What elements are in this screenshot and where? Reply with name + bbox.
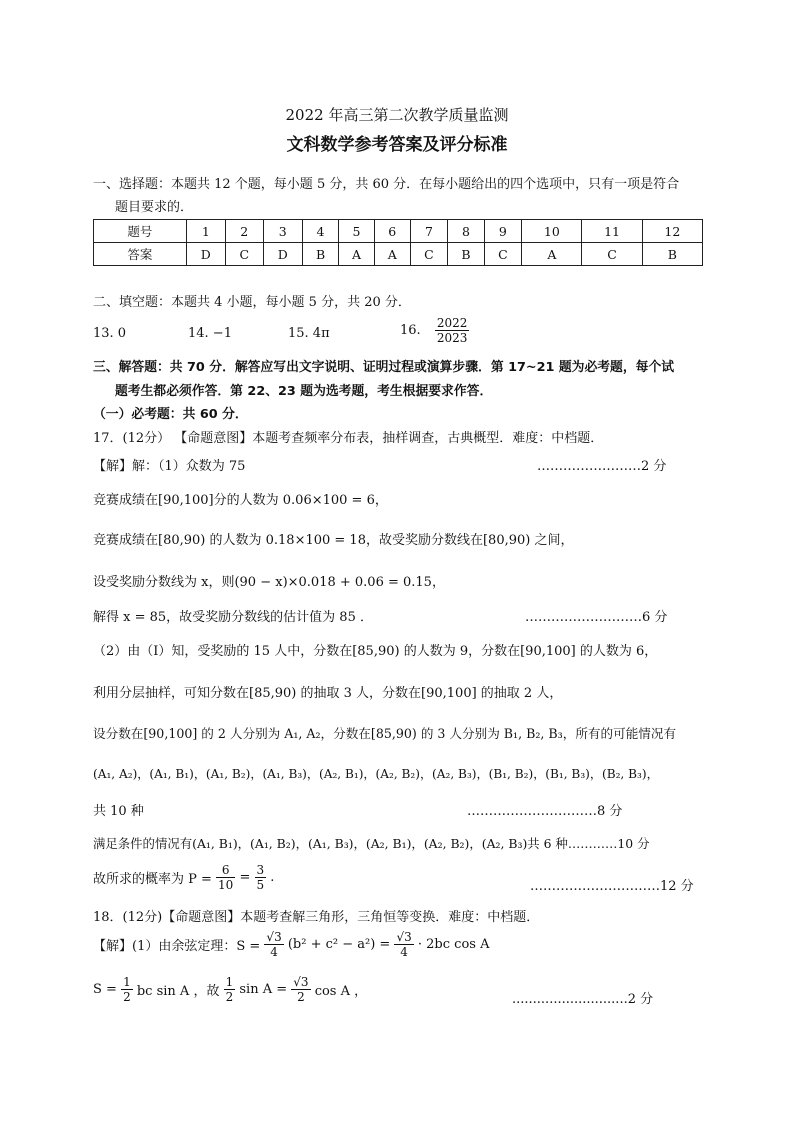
table-cell: 6 bbox=[374, 220, 410, 243]
q18-line2-middle-2: sin A = bbox=[239, 982, 288, 997]
q17-line3: 竞赛成绩在[80,90) 的人数为 0.18×100 = 18，故受奖励分数线在[80,90) 之间， bbox=[93, 533, 574, 548]
q18-line2-prefix: S = bbox=[93, 982, 117, 997]
section-3-line2: 题考生都必须作答．第 22、23 题为选考题，考生根据要求作答． bbox=[115, 384, 493, 399]
answer-table-answer-row bbox=[94, 243, 703, 266]
q17-line5-score: ………………………6 分 bbox=[525, 610, 668, 625]
table-cell: A bbox=[374, 243, 410, 266]
q17-fraction-1 bbox=[216, 863, 235, 892]
q18-line2 bbox=[93, 975, 367, 1004]
q17-probability-prefix: 故所求的概率为 P = bbox=[93, 872, 212, 887]
table-cell: C bbox=[410, 243, 448, 266]
section-2-header: 二、填空题：本题共 4 小题，每小题 5 分，共 20 分． bbox=[93, 295, 411, 310]
fraction-denominator: 2 bbox=[123, 990, 131, 1004]
q17-line10-score: …………………………8 分 bbox=[467, 804, 623, 819]
table-cell: 9 bbox=[484, 220, 522, 243]
fraction-denominator: 10 bbox=[218, 878, 234, 892]
q18-line2-middle: bc sin A ，故 bbox=[136, 984, 220, 999]
section-1-line1: 一、选择题：本题共 12 个题，每小题 5 分，共 60 分．在每小题给出的四个选项中，只有一项是符合 bbox=[93, 177, 680, 192]
table-cell: 7 bbox=[410, 220, 448, 243]
table-cell: 5 bbox=[339, 220, 375, 243]
page-title: 2022 年高三第二次教学质量监测 bbox=[285, 106, 509, 124]
fraction-numerator: √3 bbox=[396, 930, 412, 944]
q17-line11: 满足条件的情况有(A₁, B₁)，(A₁, B₂)，(A₁, B₃)，(A₂, B₁)，(A₂, B₂)，(A₂, B₃)共 6 种…………10 分 bbox=[93, 836, 650, 851]
table-cell: B bbox=[448, 243, 484, 266]
table-cell: 3 bbox=[263, 220, 302, 243]
q17-line6: （2）由（Ⅰ）知，受奖励的 15 人中，分数在[85,90) 的人数为 9，分数在[90,100] 的人数为 6， bbox=[93, 644, 658, 659]
table-cell: C bbox=[582, 243, 642, 266]
table-cell: A bbox=[339, 243, 375, 266]
table-cell: 10 bbox=[522, 220, 582, 243]
fraction-numerator: 2022 bbox=[436, 316, 468, 330]
fraction-denominator: 2 bbox=[225, 990, 234, 1004]
q17-fraction-2 bbox=[255, 863, 267, 892]
page-subtitle: 文科数学参考答案及评分标准 bbox=[286, 135, 508, 155]
q17-line7: 利用分层抽样，可知分数在[85,90) 的抽取 3 人，分数在[90,100] 的抽取 2 人， bbox=[93, 686, 563, 701]
answer-14: 14. −1 bbox=[188, 326, 232, 341]
fraction-denominator: 2 bbox=[297, 990, 305, 1004]
q18-line1 bbox=[93, 930, 489, 959]
answer-table bbox=[93, 219, 703, 266]
fraction-denominator: 4 bbox=[400, 945, 408, 959]
q17-line12 bbox=[93, 863, 274, 892]
q18-header: 18．(12分)【命题意图】本题考查解三角形，三角恒等变换．难度：中档题． bbox=[93, 910, 540, 925]
answer-table-number-row bbox=[94, 220, 703, 243]
fraction-numerator: √3 bbox=[293, 975, 309, 989]
fraction-denominator: 2023 bbox=[436, 331, 468, 345]
table-cell: B bbox=[642, 243, 702, 266]
fraction-denominator: 5 bbox=[256, 878, 265, 892]
table-row-label: 答案 bbox=[94, 243, 187, 266]
q18-line1-prefix: 【解】(1）由余弦定理：S = bbox=[93, 939, 261, 954]
table-cell: 11 bbox=[582, 220, 642, 243]
q18-line1-middle: (b² + c² − a²) = bbox=[287, 937, 391, 952]
answer-16-fraction bbox=[435, 316, 470, 345]
q18-fraction-2 bbox=[394, 930, 413, 959]
q18-fraction-4 bbox=[224, 975, 236, 1004]
fraction-numerator: 1 bbox=[225, 975, 234, 989]
section-1-line2: 题目要求的． bbox=[115, 200, 194, 215]
table-cell: D bbox=[186, 243, 225, 266]
q17-line2: 竞赛成绩在[90,100]分的人数为 0.06×100 = 6， bbox=[93, 493, 388, 508]
table-cell: 1 bbox=[186, 220, 225, 243]
q17-line10: 共 10 种 bbox=[93, 804, 144, 819]
fraction-numerator: 1 bbox=[123, 975, 131, 989]
table-cell: C bbox=[225, 243, 263, 266]
table-cell: D bbox=[263, 243, 302, 266]
answer-15: 15. 4π bbox=[288, 326, 330, 341]
q17-line12-score: …………………………12 分 bbox=[530, 879, 694, 894]
fraction-numerator: 3 bbox=[256, 863, 265, 877]
q18-line2-end: cos A ， bbox=[314, 984, 368, 999]
table-cell: 2 bbox=[225, 220, 263, 243]
section-3-line1: 三、解答题：共 70 分．解答应写出文字说明、证明过程或演算步骤．第 17~21 题为必考题，每个试 bbox=[93, 360, 675, 375]
q17-line5: 解得 x = 85，故受奖励分数线的估计值为 85 ． bbox=[93, 610, 373, 625]
q17-line8: 设分数在[90,100] 的 2 人分别为 A₁, A₂，分数在[85,90) 的 3 人分别为 B₁, B₂, B₃，所有的可能情况有 bbox=[93, 726, 677, 741]
q18-fraction-1 bbox=[264, 930, 283, 959]
q17-header: 17．(12分） 【命题意图】本题考查频率分布表，抽样调查，古典概型．难度：中档题． bbox=[93, 431, 604, 446]
q18-fraction-5 bbox=[291, 975, 310, 1004]
answer-13: 13. 0 bbox=[93, 326, 127, 341]
section-3-required-header: （一）必考题：共 60 分． bbox=[93, 407, 248, 422]
fraction-numerator: √3 bbox=[266, 930, 282, 944]
table-cell: 8 bbox=[448, 220, 484, 243]
q17-line9: (A₁, A₂)，(A₁, B₁)，(A₁, B₂)，(A₁, B₃)，(A₂, B₁)，(A₂, B₂)，(A₂, B₃)，(B₁, B₂)，(B₁, B₃)，(B₂, B₃)， bbox=[93, 767, 659, 781]
table-row-label: 题号 bbox=[94, 220, 187, 243]
answer-16-label: 16. bbox=[400, 323, 421, 338]
q17-period: . bbox=[270, 870, 275, 885]
q17-line1-score: ……………………2 分 bbox=[537, 459, 667, 474]
table-cell: 4 bbox=[302, 220, 338, 243]
q17-line4: 设受奖励分数线为 x，则(90 − x)×0.018 + 0.06 = 0.15， bbox=[93, 575, 445, 590]
table-cell: B bbox=[302, 243, 338, 266]
q17-line1: 【解】解：（1）众数为 75 bbox=[93, 459, 246, 474]
q18-line1-end: · 2bc cos A bbox=[417, 937, 490, 952]
table-cell: 12 bbox=[642, 220, 702, 243]
fraction-numerator: 6 bbox=[216, 863, 235, 878]
fraction-denominator: 4 bbox=[270, 945, 278, 959]
table-cell: A bbox=[522, 243, 582, 266]
q18-line2-score: ............................2 分 bbox=[512, 992, 654, 1007]
q17-equals: = bbox=[239, 870, 251, 885]
q18-fraction-3 bbox=[121, 975, 133, 1004]
table-cell: C bbox=[484, 243, 522, 266]
answer-16 bbox=[400, 316, 469, 345]
